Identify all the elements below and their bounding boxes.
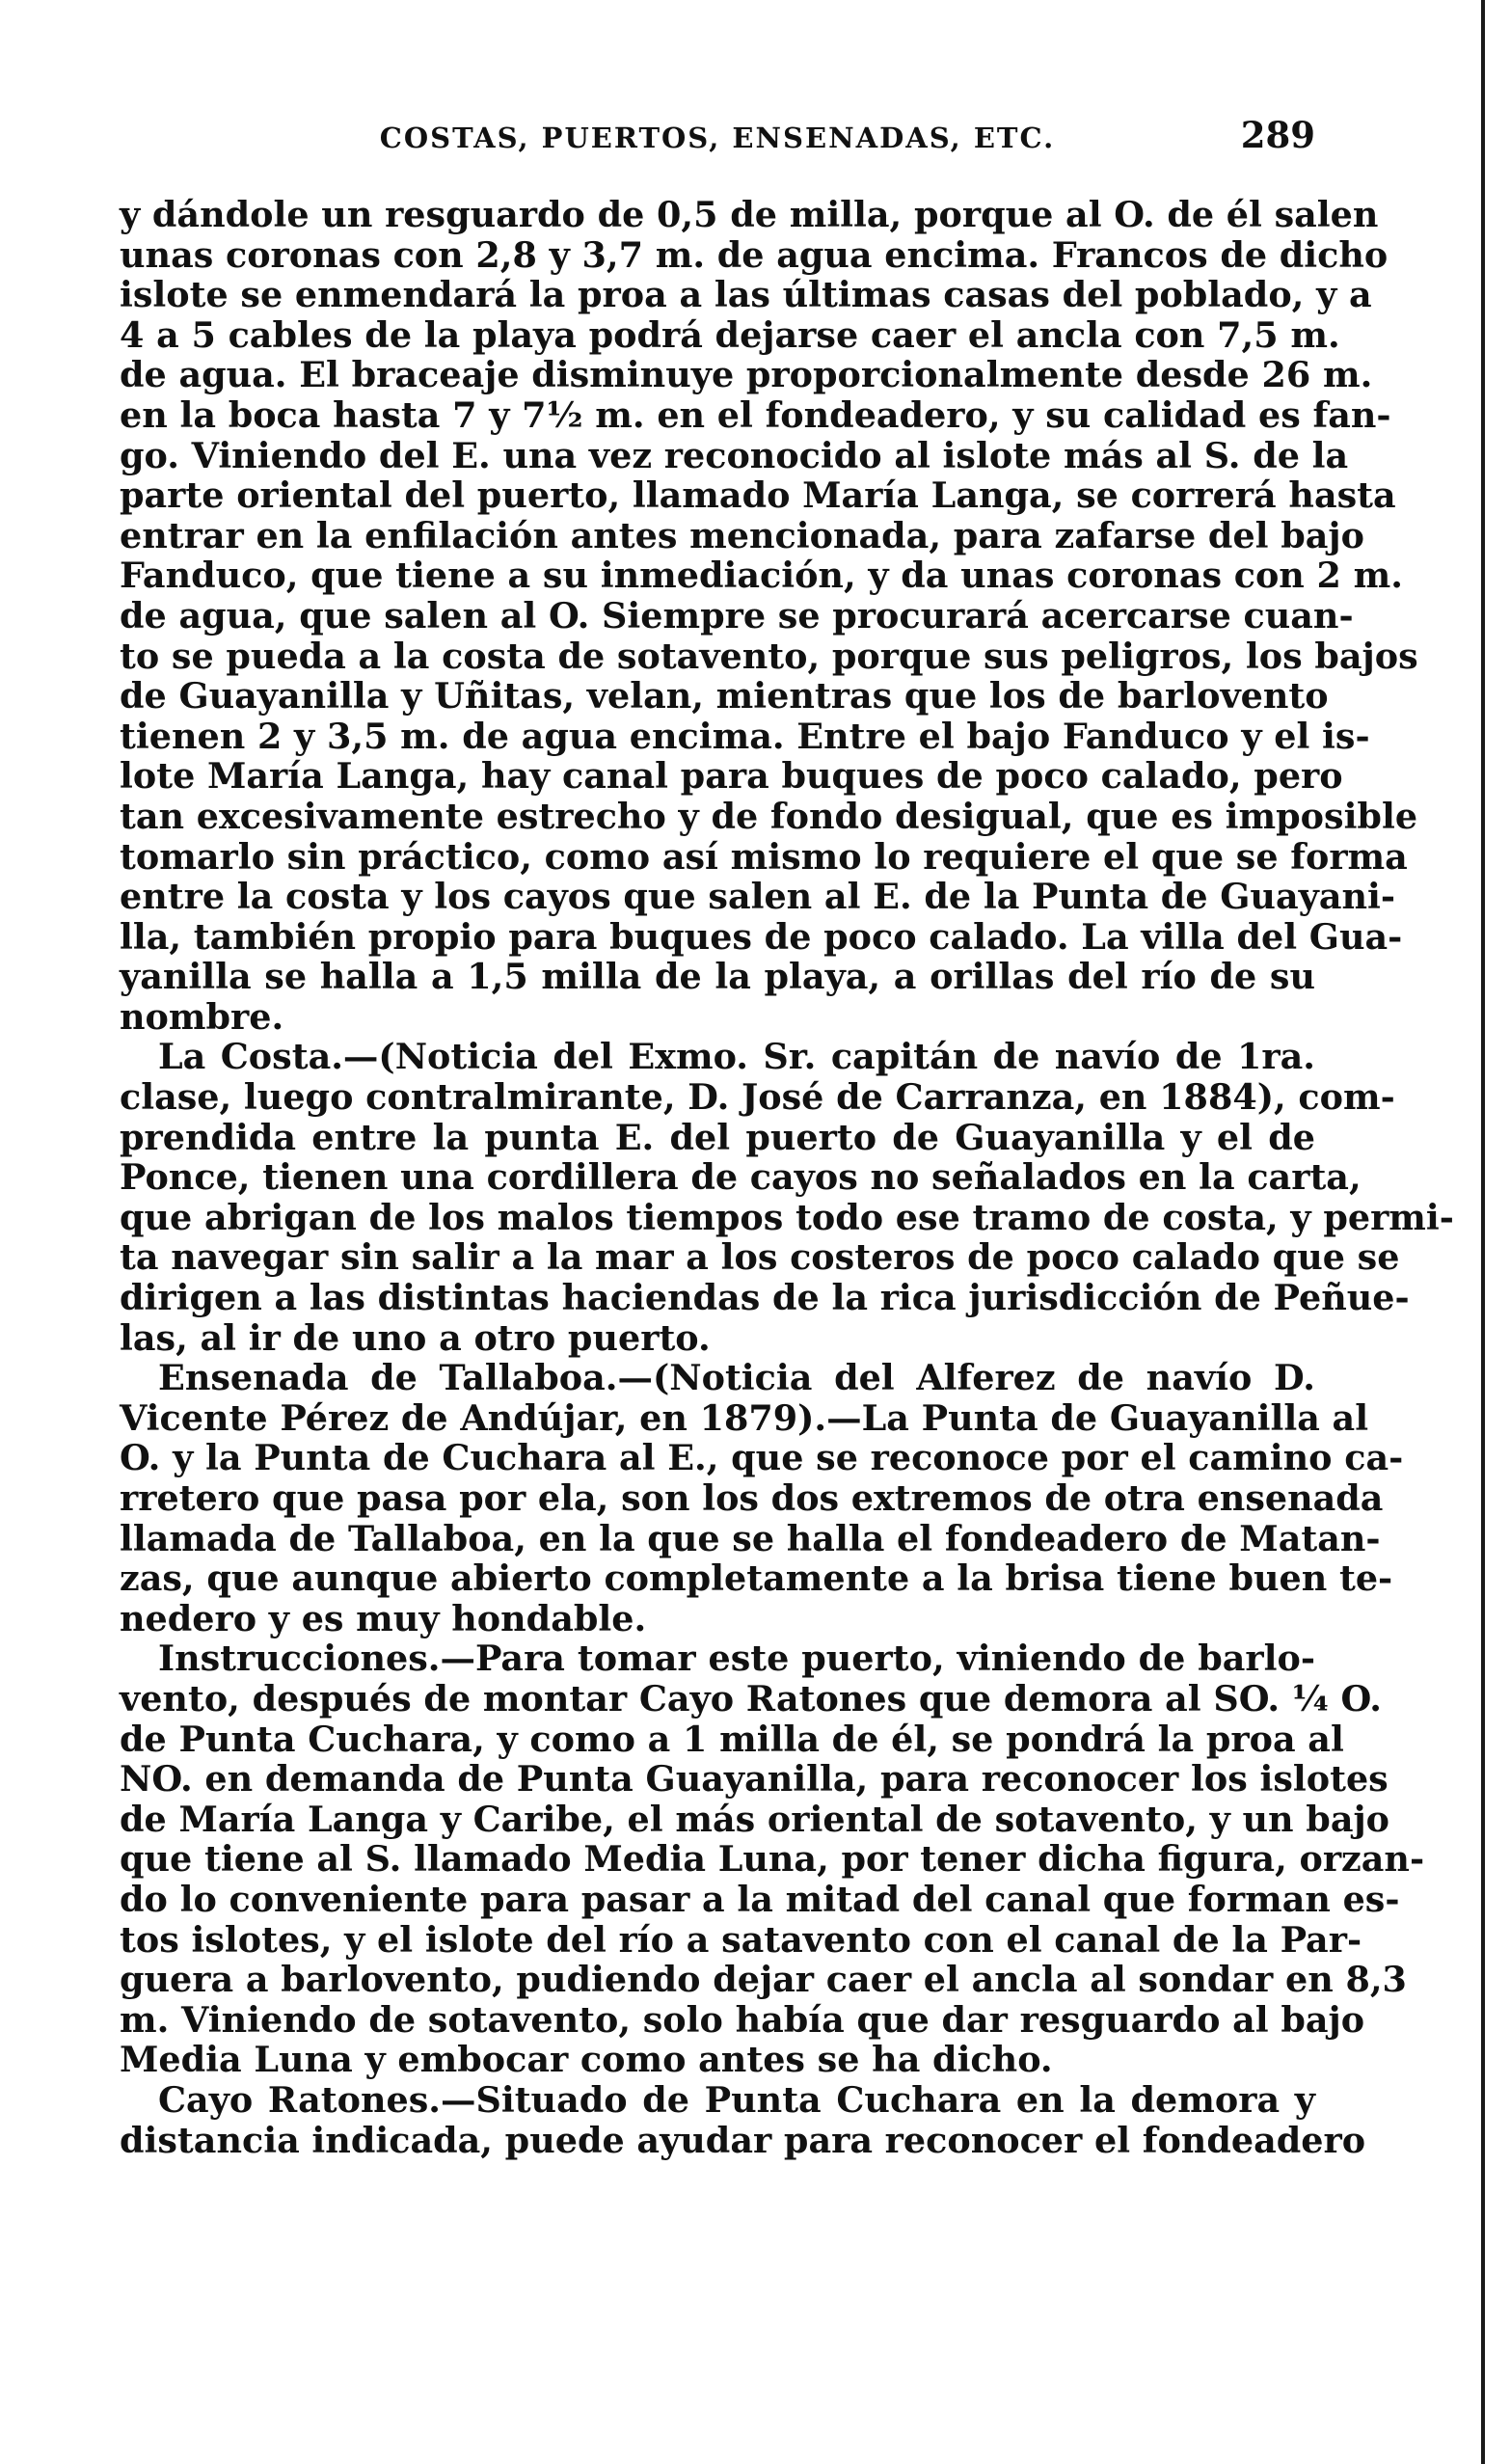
- text-line: tienen 2 y 3,5 m. de agua encima. Entre el bajo Fanduco y el is-: [120, 715, 1370, 757]
- page-number: 289: [1240, 114, 1315, 156]
- section-la-costa-heading-line: La Costa.—(Noticia del Exmo. Sr. capitán de navío de 1ra.: [158, 1036, 1315, 1078]
- section-cayo-ratones-heading-line: Cayo Ratones.—Situado de Punta Cuchara en la demora y: [158, 2078, 1315, 2121]
- text-line: guera a barlovento, pudiendo dejar caer el ancla al sondar en 8,3: [120, 1959, 1407, 2001]
- text-line: Fanduco, que tiene a su inmediación, y da unas coronas con 2 m.: [120, 555, 1403, 597]
- text-line: prendida entre la punta E. del puerto de Guayanilla y el de: [120, 1116, 1315, 1158]
- text-line: O. y la Punta de Cuchara al E., que se reconoce por el camino ca-: [120, 1437, 1404, 1479]
- text-line: parte oriental del puerto, llamado María Langa, se correrá hasta: [120, 474, 1396, 517]
- section-ensenada-tallaboa-heading-line: Ensenada de Tallaboa.—(Noticia del Alferez de navío D.: [158, 1357, 1315, 1399]
- paragraph-end-line: nombre.: [120, 995, 284, 1038]
- paragraph-end-line: nedero y es muy hondable.: [120, 1597, 647, 1639]
- text-line: tan excesivamente estrecho y de fondo desigual, que es imposible: [120, 795, 1418, 837]
- text-line: entre la costa y los cayos que salen al E. de la Punta de Guayani-: [120, 876, 1396, 918]
- paragraph-end-line: las, al ir de uno a otro puerto.: [120, 1316, 711, 1359]
- text-line: distancia indicada, puede ayudar para reconocer el fondeadero: [120, 2119, 1366, 2161]
- text-line: de María Langa y Caribe, el más oriental de sotavento, y un bajo: [120, 1798, 1390, 1840]
- text-line: de Punta Cuchara, y como a 1 milla de él, se pondrá la proa al: [120, 1718, 1344, 1760]
- text-line: ta navegar sin salir a la mar a los costeros de poco calado que se: [120, 1236, 1400, 1279]
- text-line: de agua. El braceaje disminuye proporcionalmente desde 26 m.: [120, 354, 1373, 396]
- text-line: do lo conveniente para pasar a la mitad del canal que forman es-: [120, 1878, 1400, 1920]
- text-line: islote se enmendará la proa a las últimas casas del poblado, y a: [120, 274, 1372, 316]
- text-line: yanilla se halla a 1,5 milla de la playa, a orillas del río de su: [120, 956, 1315, 998]
- page-edge-rule: [1481, 0, 1485, 2464]
- text-line: go. Viniendo del E. una vez reconocido al islote más al S. de la: [120, 434, 1349, 476]
- text-line: tomarlo sin práctico, como así mismo lo requiere el que se forma: [120, 835, 1408, 878]
- text-line: dirigen a las distintas haciendas de la rica jurisdicción de Peñue-: [120, 1277, 1410, 1319]
- text-line: que tiene al S. llamado Media Luna, por tener dicha figura, orzan-: [120, 1838, 1425, 1881]
- text-line: m. Viniendo de sotavento, solo había que dar resguardo al bajo: [120, 1998, 1365, 2041]
- text-line: zas, que aunque abierto completamente a la brisa tiene buen te-: [120, 1557, 1393, 1600]
- text-line: de Guayanilla y Uñitas, velan, mientras que los de barlovento: [120, 675, 1329, 718]
- text-line: vento, después de montar Cayo Ratones que demora al SO. ¼ O.: [120, 1677, 1382, 1719]
- text-line: y dándole un resguardo de 0,5 de milla, porque al O. de él salen: [120, 194, 1379, 235]
- text-line: unas coronas con 2,8 y 3,7 m. de agua encima. Francos de dicho: [120, 233, 1389, 276]
- text-line: clase, luego contralmirante, D. José de Carranza, en 1884), com-: [120, 1076, 1395, 1119]
- running-head: [120, 108, 1315, 156]
- text-line: tos islotes, y el islote del río a satavento con el canal de la Par-: [120, 1918, 1362, 1961]
- text-line: lote María Langa, hay canal para buques de poco calado, pero: [120, 755, 1343, 798]
- text-line: de agua, que salen al O. Siempre se procurará acercarse cuan-: [120, 594, 1354, 636]
- running-title: COSTAS, PUERTOS, ENSENADAS, ETC.: [379, 122, 1056, 154]
- text-line: Ponce, tienen una cordillera de cayos no señalados en la carta,: [120, 1156, 1362, 1199]
- section-instrucciones-heading-line: Instrucciones.—Para tomar este puerto, viniendo de barlo-: [158, 1638, 1315, 1680]
- text-line: rretero que pasa por ela, son los dos extremos de otra ensenada: [120, 1477, 1384, 1519]
- text-line: en la boca hasta 7 y 7½ m. en el fondeadero, y su calidad es fan-: [120, 393, 1391, 436]
- body-text: [120, 194, 1454, 2161]
- text-line: entrar en la enfilación antes mencionada, para zafarse del bajo: [120, 514, 1364, 556]
- text-line: llamada de Tallaboa, en la que se halla el fondeadero de Matan-: [120, 1517, 1381, 1559]
- text-line: NO. en demanda de Punta Guayanilla, para reconocer los islotes: [120, 1758, 1389, 1801]
- paragraph-end-line: Media Luna y embocar como antes se ha dicho.: [120, 2039, 1053, 2081]
- text-line: Vicente Pérez de Andújar, en 1879).—La Punta de Guayanilla al: [120, 1396, 1369, 1439]
- text-line: 4 a 5 cables de la playa podrá dejarse caer el ancla con 7,5 m.: [120, 313, 1340, 356]
- text-line: to se pueda a la costa de sotavento, porque sus peligros, los bajos: [120, 635, 1418, 677]
- text-line: lla, también propio para buques de poco calado. La villa del Gua-: [120, 915, 1403, 958]
- text-line: que abrigan de los malos tiempos todo ese tramo de costa, y permi-: [120, 1196, 1454, 1238]
